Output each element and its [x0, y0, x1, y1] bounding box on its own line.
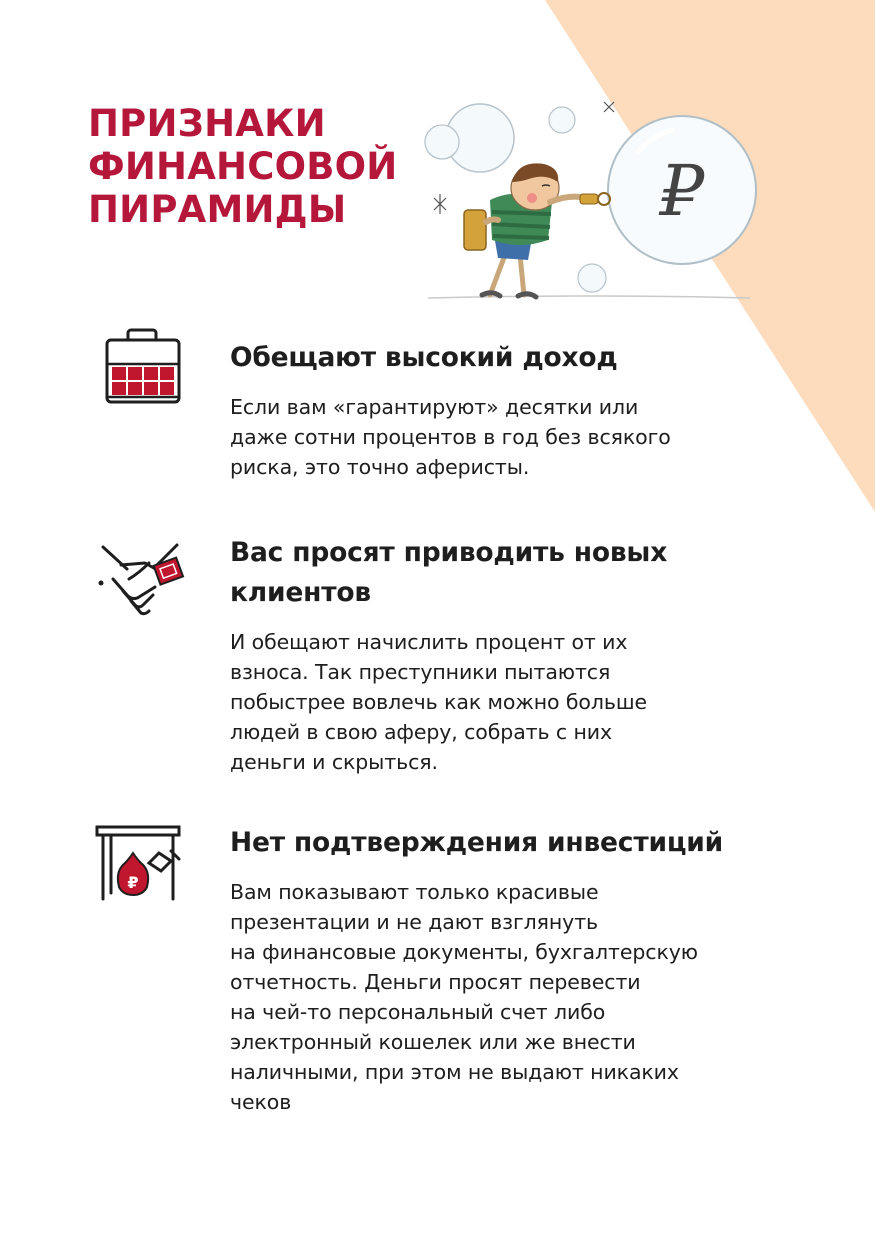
- page-title: [88, 102, 397, 231]
- handshake-money-icon: [95, 535, 190, 625]
- section-heading: Обещают высокий доход: [230, 342, 618, 373]
- section-content: [230, 338, 760, 482]
- title-line-1: ПРИЗНАКИ: [88, 102, 326, 145]
- section-body: И обещают начислить процент от их взноса. Так преступники пытаются побыстрее вовлечь как можно больше людей в свою аферу, собрать с них деньги и скрыться.: [230, 630, 647, 774]
- money-bag-under-table-icon: [95, 823, 190, 913]
- money-case-icon: [95, 320, 190, 410]
- title-line-2: ФИНАНСОВОЙ: [88, 145, 398, 188]
- section-body: Вам показывают только красивые презентации и не дают взглянуть на финансовые документы, бухгалтерскую отчетность. Деньги просят перевести на чей-то персональный счет либо электронный кошелек или же внести наличными, при этом не выдают никаких чеков: [230, 880, 698, 1114]
- title-line-3: ПИРАМИДЫ: [88, 188, 347, 231]
- section-heading: Нет подтверждения инвестиций: [230, 827, 724, 858]
- section-body: Если вам «гарантируют» десятки или даже сотни процентов в год без всякого риска, это точно аферисты.: [230, 395, 671, 479]
- bubble-ruble-symbol: ₽: [659, 150, 705, 232]
- boy-bubble-illustration: [420, 90, 765, 305]
- section-heading: Вас просят приводить новых клиентов: [230, 537, 668, 608]
- svg-text:₽: ₽: [127, 873, 139, 892]
- section-content: [230, 533, 760, 777]
- section-content: [230, 823, 760, 1117]
